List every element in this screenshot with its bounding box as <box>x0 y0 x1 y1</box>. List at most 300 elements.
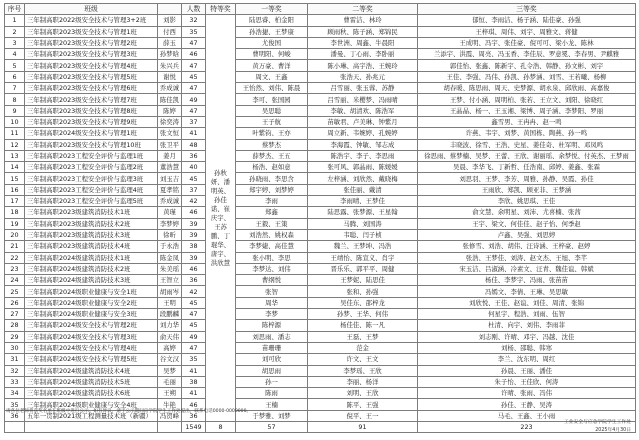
row-third: 杨佳、李梦宇、冯雨、张苗苗 <box>418 275 636 286</box>
table-row <box>5 15 636 26</box>
row-num: 18 <box>5 207 25 218</box>
row-third: 徐思雨、蔡梦楠、吴梦、王蕾、王欣、谢丽瑶、余梦悦、付英杰、王梦雨 <box>418 150 636 161</box>
row-class: 三年制高职2023工程安全评价与监理3班 <box>25 173 158 184</box>
table-row <box>5 94 636 105</box>
row-first: 陆思睿、柏金阳 <box>236 15 308 26</box>
row-first: 李梦达、刘伟 <box>236 263 308 274</box>
totals-first: 57 <box>236 421 308 432</box>
row-count: 46 <box>182 399 206 410</box>
row-class: 三年制高职2024级职业健康与安全3班 <box>25 309 158 320</box>
row-count: 49 <box>182 94 206 105</box>
row-class: 三年制高职2024级安全技术与管理1班 <box>25 128 158 139</box>
row-second: 马腾、刘国涛 <box>308 218 418 229</box>
row-third: 许燕、韦宇、刘梦、黄国栋、陶燕、孙一鸣 <box>418 128 636 139</box>
row-second: 韦聪、闫子桢 <box>308 229 418 240</box>
totals-blank-1 <box>5 421 25 432</box>
row-second: 陈小琳、高宇浩、王婉玲 <box>308 60 418 71</box>
row-num: 19 <box>5 218 25 229</box>
row-count: 42 <box>182 286 206 297</box>
row-teacher: 毛丽 <box>158 376 182 387</box>
row-second: 陈平、王强 <box>308 399 418 410</box>
row-count: 37 <box>182 116 206 127</box>
row-second: 左梓涵、刘欣然、戴晓梅 <box>308 173 418 184</box>
row-second: 刘明、王欣 <box>308 388 418 399</box>
header-row <box>5 4 636 15</box>
row-teacher: 吴梦 <box>158 365 182 376</box>
row-teacher: 胡雨岑 <box>158 286 182 297</box>
row-count: 41 <box>182 128 206 139</box>
row-num: 34 <box>5 388 25 399</box>
row-third: 王宇、梁文、何佳佳、赵子怡、何季赵 <box>418 218 636 229</box>
row-class: 三年制高职2024级建筑消防技术4班 <box>25 365 158 376</box>
row-third: 王佳、李强、冯伟、孙凯、孙梦涵、刘雪、王若曦、杨柳 <box>418 71 636 82</box>
totals-blank-3 <box>158 421 182 432</box>
table-row <box>5 83 636 94</box>
row-second: 王靖怡、陈宣义、肖宇 <box>308 252 418 263</box>
table-row <box>5 388 636 399</box>
row-first: 叶紫钧、王亦 <box>236 128 308 139</box>
row-num: 35 <box>5 399 25 410</box>
row-second: 吕雪丽、张玉蓉、苏静 <box>308 83 418 94</box>
table-row <box>5 297 636 308</box>
row-class: 三年制高职2023级安全技术与管理7班 <box>25 94 158 105</box>
row-class: 三年制高职2024级安全技术与管理2班 <box>25 320 158 331</box>
row-second: 王磊、王梦 <box>308 331 418 342</box>
row-first: 杨浩、赵如意 <box>236 162 308 173</box>
row-num: 1 <box>5 15 25 26</box>
row-third: 宋玉洁、吕淑涵、冷素文、汪青、魏佳谊、韩斌 <box>418 263 636 274</box>
table-row <box>5 49 636 60</box>
row-second: 许文、王文 <box>308 354 418 365</box>
row-num: 21 <box>5 241 25 252</box>
row-third: 李兰、沈东明、周红 <box>418 354 636 365</box>
row-second: 吴佳东、邵梓龙 <box>308 297 418 308</box>
table-row <box>5 105 636 116</box>
row-count: 48 <box>182 139 206 150</box>
row-third: 刘志刚、许晴、邓宇、冯越、沈佳 <box>418 331 636 342</box>
row-teacher: 陈金凤 <box>158 252 182 263</box>
header-first: 一等奖 <box>236 4 308 15</box>
row-second: 范金 <box>308 342 418 353</box>
row-class: 三年制高职2023级安全技术与管理10班 <box>25 139 158 150</box>
row-num: 25 <box>5 286 25 297</box>
row-teacher: 黄瑾 <box>158 207 182 218</box>
row-first: 黄万豪、曹洋 <box>236 60 308 71</box>
row-first: 李雨 <box>236 196 308 207</box>
row-third: 杜清、向宇、刘伟、李雨菲 <box>418 320 636 331</box>
row-class: 三年制高职2024级安全技术与管理4班 <box>25 342 158 353</box>
row-third: 张浩、王梦佳、刘涛、赵文杰、王旭、李芊 <box>418 252 636 263</box>
row-second: 潘曼、丁心雨、李卧丽 <box>308 49 418 60</box>
row-num: 9 <box>5 105 25 116</box>
row-third: 俞文慧、余明星、刘沛、尤喜楠、张茜 <box>418 207 636 218</box>
row-count: 47 <box>182 83 206 94</box>
row-class: 三年制高职2023级安全技术与管理9班 <box>25 116 158 127</box>
row-class: 三年制高职2024级建筑消防技术5班 <box>25 376 158 387</box>
row-third: 鑫雪男、王冉冉、赵一鸣 <box>418 116 636 127</box>
header-teacher <box>158 4 182 15</box>
row-num: 29 <box>5 331 25 342</box>
footer-date: 2025年4月30日 <box>595 428 631 433</box>
row-first: 刘可欣 <box>236 354 308 365</box>
row-second: 张浩天、孙兆元 <box>308 71 418 82</box>
row-third: 李欣、姚思琪、王佳 <box>418 196 636 207</box>
special-winners: 孙秋妍、潘明英、孙佳诺、崔庆宇、王苏鹏、丁琨华、唐宇、洪欣慧 <box>206 15 236 422</box>
row-teacher: 于永浩 <box>158 241 182 252</box>
row-count: 46 <box>182 207 206 218</box>
row-teacher: 王智立 <box>158 275 182 286</box>
row-class: 三年制高职2024级职业健康与安全1班 <box>25 286 158 297</box>
row-count: 42 <box>182 196 206 207</box>
row-num: 28 <box>5 320 25 331</box>
row-count: 37 <box>182 184 206 195</box>
table-row <box>5 342 636 353</box>
row-count: 46 <box>182 49 206 60</box>
table-row <box>5 162 636 173</box>
row-first: 于梦雅、刘梦 <box>236 410 308 421</box>
row-teacher: 俞天伟 <box>158 331 182 342</box>
table-row <box>5 139 636 150</box>
row-class: 三年制高职2023级建筑消防技术1班 <box>25 207 158 218</box>
header-class: 班级 <box>25 4 158 15</box>
row-first: 刘浩然、姚权森 <box>236 229 308 240</box>
row-count: 41 <box>182 365 206 376</box>
row-class: 三年制高职2023级安全技术与管理1班 <box>25 26 158 37</box>
row-teacher: 张文恒 <box>158 128 182 139</box>
row-first: 郑鑫 <box>236 207 308 218</box>
table-row <box>5 263 636 274</box>
row-second: 张佳丽、戴清 <box>308 184 418 195</box>
row-num: 12 <box>5 139 25 150</box>
row-teacher: 李梦婷 <box>158 218 182 229</box>
row-count: 38 <box>182 241 206 252</box>
row-class: 三年制高职2023级建筑消防技术3班 <box>25 229 158 240</box>
row-first: 张智 <box>236 286 308 297</box>
row-num: 17 <box>5 196 25 207</box>
row-third: 冯嫣文、李倩、王琳、吴思敏 <box>418 286 636 297</box>
row-teacher: 孙梦晗 <box>158 49 182 60</box>
row-num: 4 <box>5 49 25 60</box>
row-third: 丰晓波、徐雪、王浩、史星、姜佳奇、杜军明、邓凤鸣 <box>418 139 636 150</box>
row-teacher: 谢悦 <box>158 71 182 82</box>
row-class: 三年制高职2023级建筑消防技术2班 <box>25 218 158 229</box>
row-class: 三年制高职2023级安全技术与管理6班 <box>25 83 158 94</box>
row-teacher: 张卫平 <box>158 139 182 150</box>
row-num: 7 <box>5 83 25 94</box>
table-row <box>5 275 636 286</box>
row-first: 王子航 <box>236 116 308 127</box>
row-teacher: 徐奕涛 <box>158 116 182 127</box>
row-second: 顾雨秋、陈子涵、郑锦民 <box>308 26 418 37</box>
row-teacher: 朱兴兵 <box>158 60 182 71</box>
table-row <box>5 241 636 252</box>
row-num: 33 <box>5 376 25 387</box>
table-row <box>5 128 636 139</box>
row-class: 三年制高职2024级建筑消防技术6班 <box>25 388 158 399</box>
row-num: 16 <box>5 184 25 195</box>
row-teacher: 牛艳 <box>158 399 182 410</box>
totals-special: 8 <box>206 421 236 432</box>
row-num: 14 <box>5 162 25 173</box>
row-count: 35 <box>182 354 206 365</box>
totals-row <box>5 421 636 432</box>
row-teacher: 陈婷 <box>158 105 182 116</box>
footer-org: 工业安全与应急学院学生工作处 <box>563 420 631 425</box>
row-count: 36 <box>182 410 206 421</box>
row-class: 三年制高职2023级建筑消防技术4班 <box>25 241 158 252</box>
totals-third: 223 <box>418 421 636 432</box>
row-third: 王梦、付小涵、周明柏、张若、王立文、刘阳、徐晓红 <box>418 94 636 105</box>
row-second: 陈浩宇、李子、李思雨 <box>308 150 418 161</box>
header-third: 三等奖 <box>418 4 636 15</box>
row-count: 39 <box>182 252 206 263</box>
table-row <box>5 173 636 184</box>
row-first: 李可、张国园 <box>236 94 308 105</box>
row-class: 三年制高职2023级安全技术与管理4班 <box>25 60 158 71</box>
row-count: 39 <box>182 229 206 240</box>
row-third: 张修雪、刘浩、胡伟、汪诗涵、王梓豪、赵婷 <box>418 241 636 252</box>
row-teacher: 乔成诚 <box>158 83 182 94</box>
totals-count: 1549 <box>182 421 206 432</box>
row-num: 6 <box>5 71 25 82</box>
row-count: 45 <box>182 320 206 331</box>
row-num: 11 <box>5 128 25 139</box>
row-teacher: 董浩慧 <box>158 162 182 173</box>
row-num: 5 <box>5 60 25 71</box>
row-first: 周文、王鑫 <box>236 71 308 82</box>
totals-blank-2 <box>25 421 158 432</box>
row-count: 35 <box>182 26 206 37</box>
row-second: 魏兰、王梦坤、冯浩 <box>308 241 418 252</box>
table-body <box>5 15 636 433</box>
row-third: 郭佳怡、张鑫、陈新宇、孔令浩、韩静、孙文彬、刘宇 <box>418 60 636 71</box>
row-second: 周立新、韦婉婷、孔婉婷 <box>308 128 418 139</box>
row-second: 倪平、王一 <box>308 410 418 421</box>
row-first: 孙一 <box>236 376 308 387</box>
footer-note: 请各位老师将获奖名单在班级中进行公示。如有异议，请于公示期间向学院学生工作处提出，联系电话0000-0000000。 <box>6 409 252 414</box>
row-num: 22 <box>5 252 25 263</box>
row-second: 李丽、杨洋 <box>308 376 418 387</box>
row-first: 蔡梦杰 <box>236 139 308 150</box>
row-second: 陆思露、张梦源、王星翰 <box>308 207 418 218</box>
row-second: 苗敏君、卢美琳、钟紫月 <box>308 116 418 127</box>
row-num: 13 <box>5 150 25 161</box>
row-teacher: 薛玉 <box>158 37 182 48</box>
table-row <box>5 286 636 297</box>
row-teacher: 徐昕 <box>158 229 182 240</box>
row-first: 王楠 <box>236 399 308 410</box>
row-num: 26 <box>5 297 25 308</box>
row-teacher: 冯贺峰 <box>158 410 182 421</box>
row-third: 刘杨、邵聪、韩寒 <box>418 342 636 353</box>
row-count: 46 <box>182 263 206 274</box>
row-third: 何星宇、程浩、刘雨、伍智 <box>418 309 636 320</box>
row-num: 31 <box>5 354 25 365</box>
row-second: 李雨晴、王梦佳 <box>308 196 418 207</box>
row-count: 36 <box>182 275 206 286</box>
table-row <box>5 116 636 127</box>
row-num: 27 <box>5 309 25 320</box>
row-third: 孙晨、王丽、潘佳 <box>418 365 636 376</box>
row-third: 卢鑫、吴强、刘思婷 <box>418 229 636 240</box>
header-count: 人数 <box>182 4 206 15</box>
row-third: 马毛、王鑫、王小雨 <box>418 410 636 421</box>
row-first: 周华 <box>236 297 308 308</box>
row-teacher: 高婷 <box>158 342 182 353</box>
row-num: 24 <box>5 275 25 286</box>
row-first: 胡思雨 <box>236 365 308 376</box>
row-count: 47 <box>182 309 206 320</box>
row-third: 刘欣悦、王佳、赵谊、刘佳、周清、张锦 <box>418 297 636 308</box>
row-third: 王晶晶、杨一、王玉湘、梁博、周子涵、李梦阳、罗丽 <box>418 105 636 116</box>
row-third: 许晴、张雨、冯伟 <box>418 388 636 399</box>
row-count: 45 <box>182 173 206 184</box>
header-num: 序号 <box>5 4 25 15</box>
row-second: 吕雪丽、米樱梦、冯雨晴 <box>308 94 418 105</box>
table-row <box>5 26 636 37</box>
row-class: 三年制高职2023级安全技术与管理2班 <box>25 37 158 48</box>
row-class: 三年制高职2023级安全技术与管理8班 <box>25 105 158 116</box>
row-first: 李梦婕、高佳慧 <box>236 241 308 252</box>
row-teacher: 段鹏麟 <box>158 309 182 320</box>
row-first: 孙晓雨、李思含 <box>236 173 308 184</box>
table-row <box>5 71 636 82</box>
row-count: 47 <box>182 37 206 48</box>
row-teacher: 王明 <box>158 297 182 308</box>
table-row <box>5 320 636 331</box>
row-teacher: 王朔 <box>158 388 182 399</box>
row-first: 曹明阳、何峻 <box>236 49 308 60</box>
totals-second: 91 <box>308 421 418 432</box>
table-row <box>5 331 636 342</box>
row-second: 孙梦、王华、何伟 <box>308 309 418 320</box>
row-num: 30 <box>5 342 25 353</box>
row-first: 薛梦杰、王五 <box>236 150 308 161</box>
row-class: 三年制高职2024级安全技术与管理5班 <box>25 354 158 365</box>
row-count: 45 <box>182 297 206 308</box>
row-second: 张可风、郭晶雨、陈媛媛 <box>308 162 418 173</box>
row-class: 三年制高职2023级安全技术与管理5班 <box>25 71 158 82</box>
row-teacher: 朱美瑶 <box>158 263 182 274</box>
row-teacher: 付西 <box>158 26 182 37</box>
row-num: 20 <box>5 229 25 240</box>
table-row <box>5 150 636 161</box>
row-first: 王怡然、刘伟、陈晨 <box>236 83 308 94</box>
row-first: 张小明、李思 <box>236 252 308 263</box>
table-row <box>5 365 636 376</box>
table-row <box>5 207 636 218</box>
row-second: 晋乐乐、郭平平、周健 <box>308 263 418 274</box>
row-first: 尤俊国 <box>236 37 308 48</box>
row-third: 王雨欣、郑凯、顾亚非、王梦涵 <box>418 184 636 195</box>
row-class: 三年制高职2024级职业健康与安全2班 <box>25 297 158 308</box>
row-count: 36 <box>182 150 206 161</box>
row-count: 47 <box>182 60 206 71</box>
table-row <box>5 354 636 365</box>
row-first: 陈雨 <box>236 388 308 399</box>
row-count: 49 <box>182 331 206 342</box>
table-row <box>5 184 636 195</box>
table-row <box>5 376 636 387</box>
row-third: 王梓琪、周伟、刘宇、周雅文、蒋健 <box>418 26 636 37</box>
row-count: 47 <box>182 105 206 116</box>
table-row <box>5 229 636 240</box>
row-teacher: 谷文汉 <box>158 354 182 365</box>
table-row <box>5 252 636 263</box>
row-count: 32 <box>182 15 206 26</box>
row-count: 45 <box>182 71 206 82</box>
row-teacher: 刘玉吉 <box>158 173 182 184</box>
row-first: 孙浩捷、王梦康 <box>236 26 308 37</box>
row-class: 三年制高职2024级建筑消防技术3班 <box>25 275 158 286</box>
row-third: 孙佳、王静、吴涛 <box>418 399 636 410</box>
row-teacher: 夏孝铭 <box>158 184 182 195</box>
row-first: 李梦 <box>236 309 308 320</box>
row-count: 41 <box>182 388 206 399</box>
row-num: 15 <box>5 173 25 184</box>
row-teacher: 乔成诚 <box>158 196 182 207</box>
row-second: 王梦妮、陆思佳 <box>308 275 418 286</box>
row-third: 王成明、冯宇、张佳豪、倪可可、梁小龙、陈林 <box>418 37 636 48</box>
row-first: 曹纲悦 <box>236 275 308 286</box>
row-class: 三年制高职2022级安全技术与管理3+2班 <box>25 15 158 26</box>
row-first: 郑宇婷、刘梦婷 <box>236 184 308 195</box>
row-class: 三年制高职2023工程安全评价与监理1班 <box>25 150 158 161</box>
row-class: 三年制高职2023工程安全评价与监理5班 <box>25 196 158 207</box>
row-class: 三年制高职2024级建筑消防技术1班 <box>25 252 158 263</box>
row-third: 胡春暖、陈思雨、周天、史梦源、胡永泉、邱欣雨、高嘉俊 <box>418 83 636 94</box>
row-first: 陈梓源 <box>236 320 308 331</box>
row-num: 23 <box>5 263 25 274</box>
row-num: 2 <box>5 26 25 37</box>
row-first: 王毅、王策 <box>236 218 308 229</box>
table-row <box>5 60 636 71</box>
row-second: 李海霞、钟敏、邹志成 <box>308 139 418 150</box>
row-count: 38 <box>182 376 206 387</box>
row-num: 10 <box>5 116 25 127</box>
header-second: 二等奖 <box>308 4 418 15</box>
row-teacher: 陈佳凯 <box>158 94 182 105</box>
row-second: 李敏、胡清欢、陈浩军 <box>308 105 418 116</box>
row-count: 47 <box>182 342 206 353</box>
row-second: 张和、孙强 <box>308 286 418 297</box>
row-class: 三年制高职2024级建筑消防技术2班 <box>25 263 158 274</box>
row-count: 39 <box>182 218 206 229</box>
row-first: 苗珊珊 <box>236 342 308 353</box>
row-third: 吴晨、李华飞、丁新哲、任浩南、邱婷、姜鑫、张霖 <box>418 162 636 173</box>
award-table <box>4 3 636 433</box>
row-class: 三年制高职2024级安全技术与管理3班 <box>25 331 158 342</box>
row-second: 曹雷洁、林玲 <box>308 15 418 26</box>
row-class: 三年制高职2023工程安全评价与监理2班 <box>25 162 158 173</box>
row-third: 兰添宇、洪霞、周亮、冯玉香、李佳辰、罗意冕、李春男、尹麒雅 <box>418 49 636 60</box>
row-teacher: 刘影 <box>158 15 182 26</box>
table-row <box>5 309 636 320</box>
row-num: 36 <box>5 410 25 421</box>
table-row <box>5 37 636 48</box>
row-third: 刘思羽、王梦、李芳、周雅、孙静、吴霞、孙佳 <box>418 173 636 184</box>
row-second: 杨佳佳、陈一凡 <box>308 320 418 331</box>
row-num: 8 <box>5 94 25 105</box>
row-first: 刘思雨、潘志 <box>236 331 308 342</box>
row-teacher: 姜月 <box>158 150 182 161</box>
row-class: 三年制高职2023级安全技术与管理3班 <box>25 49 158 60</box>
table-row <box>5 218 636 229</box>
row-third: 朱子怡、王佳欣、何涛 <box>418 376 636 387</box>
row-count: 40 <box>182 162 206 173</box>
row-first: 吴思聪 <box>236 105 308 116</box>
row-teacher: 刘力华 <box>158 320 182 331</box>
